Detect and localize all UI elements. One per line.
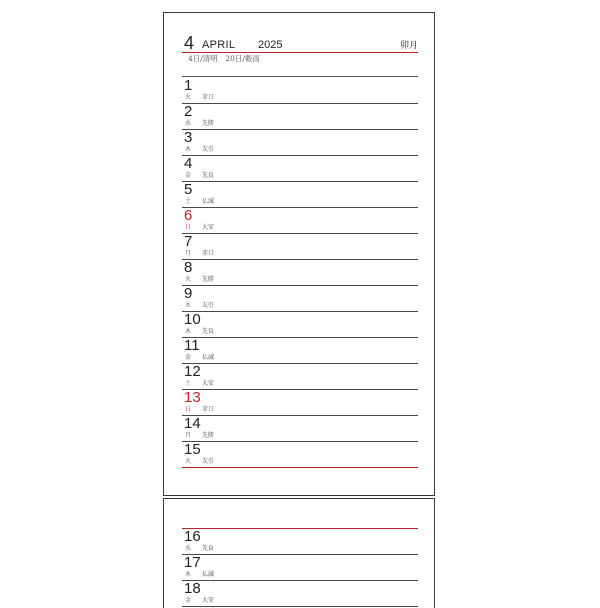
rokuyo-label: 大安	[202, 380, 215, 387]
rokuyo-label: 友引	[202, 146, 215, 153]
weekday-label: 金	[185, 354, 192, 361]
year: 2025	[258, 39, 283, 51]
day-number: 14	[184, 415, 201, 432]
rokuyo-label: 先勝	[202, 432, 215, 439]
calendar-page-first-half	[163, 12, 435, 496]
rokuyo-label: 大安	[202, 224, 215, 231]
day-rows	[182, 78, 418, 468]
rokuyo-label: 先負	[202, 328, 215, 335]
rokuyo-label: 赤口	[202, 250, 215, 257]
day-row[interactable]	[182, 390, 418, 416]
day-number: 1	[184, 77, 193, 94]
rokuyo-label: 先負	[202, 172, 215, 179]
day-row[interactable]	[182, 364, 418, 390]
day-row[interactable]	[182, 104, 418, 130]
rokuyo-label: 赤口	[202, 406, 215, 413]
day-row[interactable]	[182, 234, 418, 260]
day-number: 18	[184, 580, 201, 597]
day-row[interactable]	[182, 286, 418, 312]
day-row[interactable]	[182, 260, 418, 286]
day-row[interactable]	[182, 130, 418, 156]
rokuyo-label: 仏滅	[202, 571, 215, 578]
weekday-label: 金	[185, 597, 192, 604]
day-number: 5	[184, 181, 193, 198]
weekday-label: 金	[185, 172, 192, 179]
day-row[interactable]	[182, 416, 418, 442]
weekday-label: 火	[185, 94, 192, 101]
weekday-label: 木	[185, 328, 192, 335]
rokuyo-label: 友引	[202, 458, 215, 465]
rokuyo-label: 先勝	[202, 276, 215, 283]
day-row[interactable]	[182, 442, 418, 468]
rokuyo-label: 仏滅	[202, 198, 215, 205]
weekday-label: 月	[185, 432, 192, 439]
weekday-label: 火	[185, 276, 192, 283]
day-row[interactable]	[182, 208, 418, 234]
rokuyo-label: 赤口	[202, 94, 215, 101]
day-number: 17	[184, 554, 201, 571]
weekday-label: 木	[185, 571, 192, 578]
rokuyo-label: 先勝	[202, 120, 215, 127]
weekday-label: 水	[185, 545, 192, 552]
weekday-label: 水	[185, 302, 192, 309]
month-name: APRIL	[202, 39, 236, 51]
day-number: 16	[184, 528, 201, 545]
day-row[interactable]	[182, 312, 418, 338]
weekday-label: 月	[185, 250, 192, 257]
weekday-label: 木	[185, 146, 192, 153]
day-number: 7	[184, 233, 193, 250]
weekday-label: 水	[185, 120, 192, 127]
solar-terms-note: 4日/清明 20日/穀雨	[188, 54, 260, 63]
rokuyo-label: 大安	[202, 597, 215, 604]
day-number: 8	[184, 259, 193, 276]
month-number: 4	[184, 33, 195, 53]
day-number: 15	[184, 441, 201, 458]
calendar-page-second-half	[163, 498, 435, 608]
day-number: 2	[184, 103, 193, 120]
day-number: 4	[184, 155, 193, 172]
day-row[interactable]	[182, 529, 418, 555]
day-row[interactable]	[182, 338, 418, 364]
day-row[interactable]	[182, 156, 418, 182]
weekday-label: 火	[185, 458, 192, 465]
month-header	[184, 33, 418, 53]
day-number: 6	[184, 207, 193, 224]
day-row[interactable]	[182, 581, 418, 607]
rokuyo-label: 仏滅	[202, 354, 215, 361]
day-row[interactable]	[182, 182, 418, 208]
day-row[interactable]	[182, 555, 418, 581]
day-rows-continued	[182, 529, 418, 607]
weekday-label: 日	[185, 406, 192, 413]
japanese-month-name: 卯月	[399, 41, 418, 51]
day-number: 11	[184, 337, 200, 354]
day-number: 10	[184, 311, 201, 328]
day-number: 3	[184, 129, 193, 146]
day-number: 13	[184, 389, 201, 406]
weekday-label: 土	[185, 380, 192, 387]
weekday-label: 土	[185, 198, 192, 205]
day-row[interactable]	[182, 78, 418, 104]
weekday-label: 日	[185, 224, 192, 231]
day-number: 12	[184, 363, 201, 380]
rokuyo-label: 先負	[202, 545, 215, 552]
day-number: 9	[184, 285, 193, 302]
header-gray-rule	[182, 76, 418, 77]
rokuyo-label: 友引	[202, 302, 215, 309]
